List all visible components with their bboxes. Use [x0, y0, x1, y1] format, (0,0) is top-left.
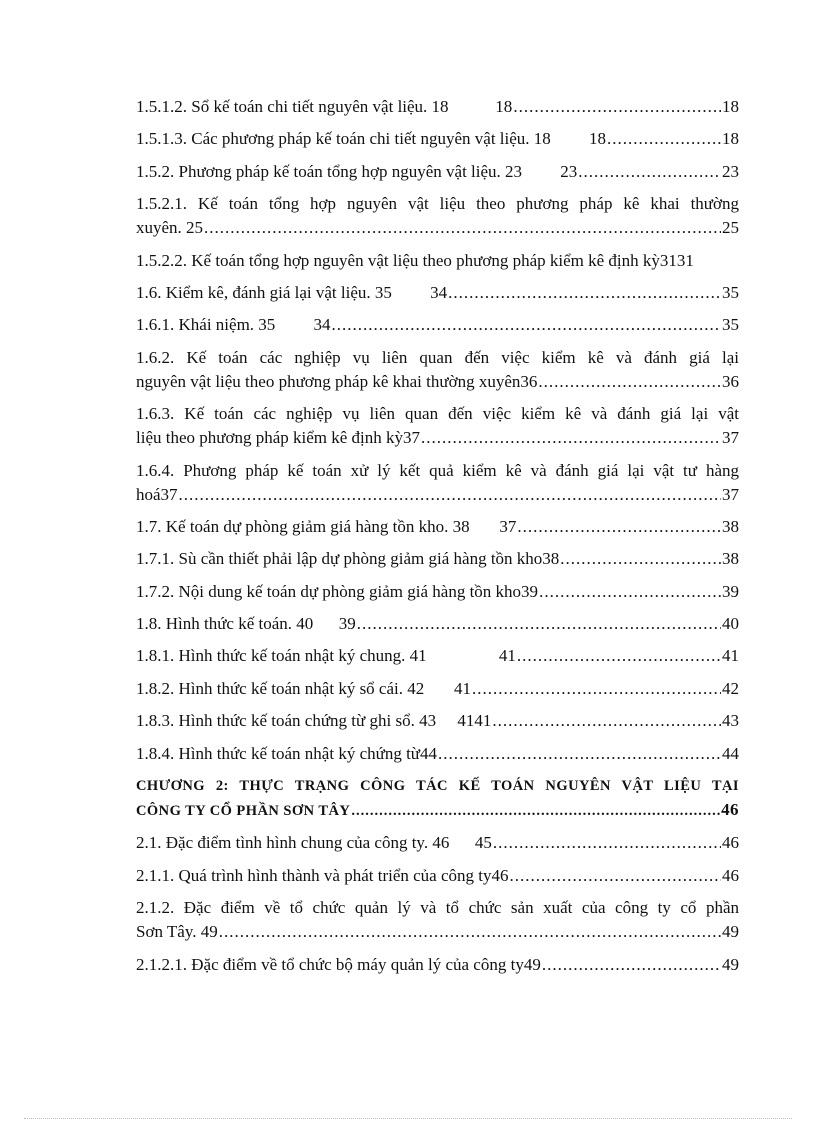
- toc-entry-row: [136, 953, 739, 977]
- toc-entry-title: 2.1. Đặc điểm tình hình chung của công ty. 46 45: [136, 833, 492, 853]
- toc-page-number: 18: [722, 97, 739, 116]
- toc-page-number: 41: [722, 646, 739, 666]
- toc-entry-row: [136, 483, 739, 507]
- toc-page-number: 23: [722, 161, 739, 181]
- toc-page-number: 42: [722, 678, 739, 698]
- toc-entry-row: [136, 95, 739, 119]
- toc-entry-title: nguyên vật liệu theo phương pháp kê khai thường xuyên36: [136, 371, 538, 391]
- toc-dot-leader: [517, 515, 721, 539]
- toc-entry-row: [136, 742, 739, 766]
- toc-entry-title: 1.8. Hình thức kế toán. 40 39: [136, 614, 356, 634]
- toc-entry-text-line: 1.6.4. Phương pháp kế toán xử lý kết quả kiểm kê và đánh giá lại vật tư hàng: [136, 460, 739, 480]
- toc-dot-leader: [578, 160, 721, 184]
- toc-entry[interactable]: [136, 402, 739, 450]
- toc-entry-text-line: 1.6.3. Kế toán các nghiệp vụ liên quan đến việc kiểm kê và đánh giá lại vật: [136, 404, 739, 424]
- toc-entry[interactable]: [136, 677, 739, 701]
- toc-entry-row: [136, 709, 739, 733]
- toc-entry-row: [136, 831, 739, 855]
- toc-entry-title: hoá37: [136, 484, 178, 504]
- toc-dot-leader: [517, 644, 721, 668]
- toc-entry-title: 1.8.2. Hình thức kế toán nhật ký sổ cái. 42 41: [136, 678, 471, 698]
- toc-page-number: 37: [722, 428, 739, 448]
- toc-dot-leader: [607, 127, 721, 151]
- toc-entry-title: 1.7.1. Sù cần thiết phải lập dự phòng giảm giá hàng tồn kho38: [136, 549, 560, 569]
- toc-page-number: 3131: [659, 250, 694, 270]
- toc-entry-title: 1.5.2.2. Kế toán tổng hợp nguyên vật liệu theo phương pháp kiểm kê định kỳ: [136, 250, 660, 270]
- toc-entry[interactable]: [136, 127, 739, 151]
- toc-entry[interactable]: [136, 953, 739, 977]
- toc-page-number: 44: [722, 743, 739, 763]
- toc-page-number: 46: [722, 833, 739, 853]
- toc-entry-row: [136, 249, 739, 273]
- toc-entry-text-line: 1.6.2. Kế toán các nghiệp vụ liên quan đến việc kiểm kê và đánh giá lại: [136, 347, 739, 367]
- toc-entry-text-line: CHƯƠNG 2: THỰC TRẠNG CÔNG TÁC KẾ TOÁN NGUYÊN VẬT LIỆU TẠI: [136, 778, 739, 795]
- toc-entry[interactable]: [136, 612, 739, 636]
- toc-page-number: 35: [722, 282, 739, 302]
- toc-entry-row: [136, 798, 739, 823]
- toc-entry-row: [136, 547, 739, 571]
- toc-entry-title: 1.8.4. Hình thức kế toán nhật ký chứng từ44: [136, 743, 438, 763]
- toc-entry[interactable]: [136, 346, 739, 394]
- toc-page-number: 35: [722, 315, 739, 335]
- toc-dot-leader: [421, 426, 721, 450]
- toc-page-number: 46: [722, 865, 739, 885]
- toc-entry-title: 1.6. Kiểm kê, đánh giá lại vật liệu. 35 34: [136, 282, 448, 302]
- toc-dot-leader: [492, 709, 721, 733]
- toc-entry-title: 1.6.1. Khái niệm. 35 34: [136, 315, 331, 335]
- toc-entry-row: [136, 515, 739, 539]
- toc-entry-row: [136, 864, 739, 888]
- toc-entry-title: 1.5.1.2. Sổ kế toán chi tiết nguyên vật liệu. 18 18: [136, 97, 513, 116]
- toc-entry-title: 1.5.2. Phương pháp kế toán tổng hợp nguyên vật liệu. 23 23: [136, 161, 578, 181]
- toc-dot-leader: [513, 95, 721, 119]
- toc-entry[interactable]: [136, 160, 739, 184]
- toc-page-number: 36: [722, 371, 739, 391]
- toc-entry-title: Sơn Tây. 49: [136, 922, 218, 942]
- toc-entry[interactable]: [136, 95, 739, 119]
- toc-entry-text-line: 2.1.2. Đặc điểm về tổ chức quản lý và tổ chức sản xuất của công ty cổ phần: [136, 898, 739, 918]
- toc-dot-leader: [438, 742, 721, 766]
- toc-entry[interactable]: [136, 644, 739, 668]
- toc-page-number: 49: [722, 954, 739, 974]
- toc-entry-text-line: 1.5.2.1. Kế toán tổng hợp nguyên vật liệu theo phương pháp kê khai thường: [136, 194, 739, 214]
- page-bottom-divider: [24, 1118, 792, 1119]
- toc-entry-row: [136, 370, 739, 394]
- toc-dot-leader: [560, 547, 721, 571]
- toc-dot-leader: [493, 831, 721, 855]
- toc-entry-title: 2.1.1. Quá trình hình thành và phát triển của công ty46: [136, 865, 509, 885]
- toc-entry-row: [136, 920, 739, 944]
- toc-entry[interactable]: [136, 547, 739, 571]
- toc-entry[interactable]: [136, 192, 739, 240]
- toc-dot-leader: [351, 799, 720, 823]
- toc-entry-row: [136, 127, 739, 151]
- toc-dot-leader: [332, 313, 721, 337]
- toc-dot-leader: [204, 216, 721, 240]
- toc-entry[interactable]: [136, 742, 739, 766]
- toc-entry-title: 1.8.1. Hình thức kế toán nhật ký chung. 41 41: [136, 646, 516, 666]
- toc-entry[interactable]: [136, 580, 739, 604]
- toc-page-number: 43: [722, 711, 739, 731]
- toc-entry[interactable]: [136, 313, 739, 337]
- toc-entry-row: [136, 580, 739, 604]
- toc-dot-leader: [510, 864, 722, 888]
- toc-entry[interactable]: [136, 831, 739, 855]
- toc-page-number: 37: [722, 484, 739, 504]
- toc-entry-row: [136, 281, 739, 305]
- toc-page-number: 25: [722, 218, 739, 238]
- table-of-contents: [136, 95, 739, 985]
- toc-entry-row: [136, 612, 739, 636]
- toc-dot-leader: [448, 281, 721, 305]
- toc-entry-row: [136, 677, 739, 701]
- toc-page-number: 38: [722, 549, 739, 569]
- toc-entry-row: [136, 426, 739, 450]
- toc-page-number: 39: [722, 581, 739, 601]
- toc-entry[interactable]: [136, 864, 739, 888]
- toc-entry[interactable]: [136, 459, 739, 507]
- toc-entry-title: 1.7.2. Nội dung kế toán dự phòng giảm giá hàng tồn kho39: [136, 581, 539, 601]
- toc-page-number: 49: [722, 922, 739, 942]
- toc-entry-row: [136, 216, 739, 240]
- toc-entry-title: 2.1.2.1. Đặc điểm về tổ chức bộ máy quản lý của công ty49: [136, 954, 541, 974]
- toc-chapter-entry[interactable]: [136, 774, 739, 823]
- toc-dot-leader: [542, 953, 721, 977]
- toc-dot-leader: [538, 370, 721, 394]
- toc-dot-leader: [219, 920, 721, 944]
- toc-entry-title: 1.8.3. Hình thức kế toán chứng từ ghi sổ. 43 4141: [136, 711, 492, 731]
- toc-entry[interactable]: [136, 709, 739, 733]
- toc-entry[interactable]: [136, 281, 739, 305]
- toc-page-number: 46: [721, 800, 739, 820]
- toc-dot-leader: [357, 612, 721, 636]
- toc-entry-title: xuyên. 25: [136, 218, 204, 238]
- toc-entry-title: CÔNG TY CỔ PHẦN SƠN TÂY: [136, 803, 351, 820]
- toc-entry-title: liệu theo phương pháp kiểm kê định kỳ37: [136, 428, 421, 448]
- toc-entry-row: [136, 644, 739, 668]
- toc-page-number: 40: [722, 614, 739, 634]
- toc-dot-leader: [179, 483, 721, 507]
- toc-entry-row: [136, 160, 739, 184]
- toc-entry-row: [136, 313, 739, 337]
- toc-entry-title: 1.5.1.3. Các phương pháp kế toán chi tiết nguyên vật liệu. 18 18: [136, 129, 607, 149]
- toc-page-number: 38: [722, 516, 739, 536]
- toc-entry[interactable]: [136, 249, 739, 273]
- toc-page-number: 18: [722, 129, 739, 149]
- toc-dot-leader: [539, 580, 721, 604]
- toc-dot-leader: [472, 677, 721, 701]
- toc-entry-title: 1.7. Kế toán dự phòng giảm giá hàng tồn kho. 38 37: [136, 516, 517, 536]
- toc-entry[interactable]: [136, 515, 739, 539]
- toc-entry[interactable]: [136, 896, 739, 944]
